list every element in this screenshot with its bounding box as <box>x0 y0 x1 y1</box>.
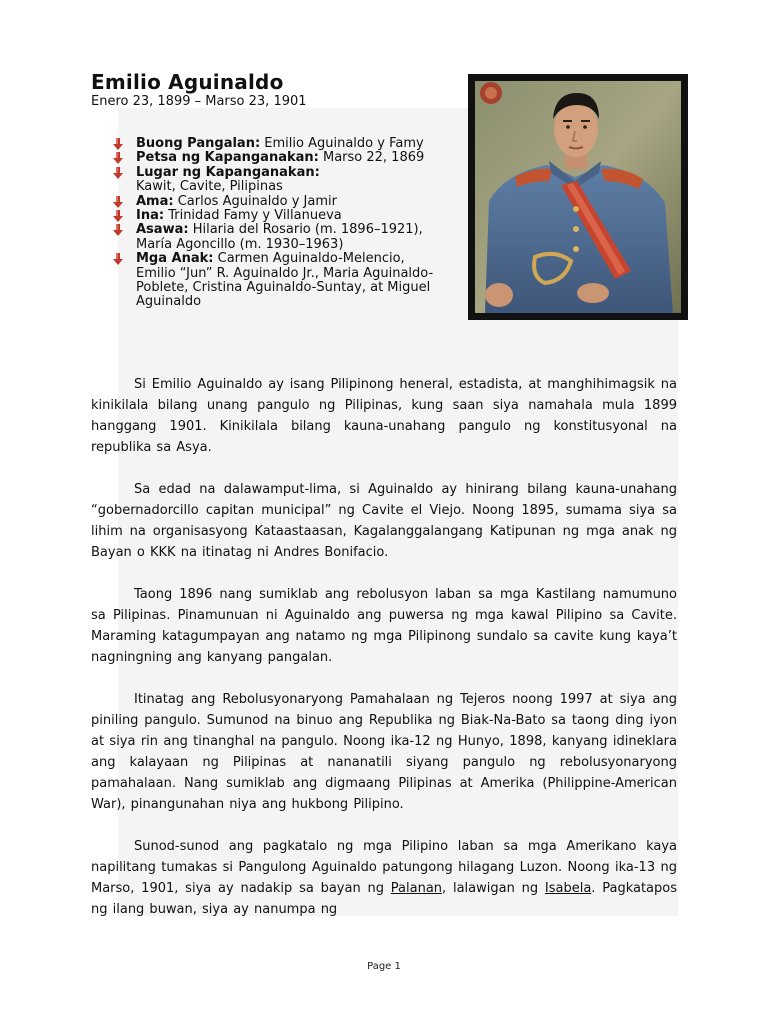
arrow-bullet-icon <box>112 224 124 236</box>
arrow-bullet-icon <box>112 253 124 265</box>
fact-label: Ama: <box>136 193 174 209</box>
arrow-bullet-icon <box>112 167 124 179</box>
fact-item <box>112 223 447 252</box>
fact-item <box>112 195 447 209</box>
term-dates: Enero 23, 1899 – Marso 23, 1901 <box>91 94 307 109</box>
fact-item <box>112 137 447 151</box>
fact-label: Petsa ng Kapanganakan: <box>136 150 319 166</box>
fact-label: Buong Pangalan: <box>136 136 261 151</box>
fact-item <box>112 209 447 223</box>
paragraph-text: . Pagkatapos ng ilang buwan, siya ay nanumpa ng <box>91 881 677 917</box>
paragraph: Itinatag ang Rebolusyonaryong Pamahalaan ng Tejeros noong 1997 at siya ang piniling pangulo. Sumunod na binuo ang Republika ng Biak-Na-Bato sa taong ding iyon at siya rin ang tinanghal na pangulo. Noong ika-12 ng Hunyo, 1898, kanyang idineklara ang kalayaan ng Pilipinas at nananatili siyang pangulo ng rebolusyonaryong pamahalaan. Nang sumiklab ang digmaang Pilipinas at Amerika (Philippine-American War), pinangunahan niya ang hukbong Pilipino. <box>91 692 677 812</box>
fact-item <box>112 151 447 165</box>
biography-text <box>91 374 677 941</box>
fact-value: Hilaria del Rosario (m. 1896–1921), María Agoncillo (m. 1930–1963) <box>136 222 423 252</box>
paragraph-text: , lalawigan ng <box>442 881 545 896</box>
arrow-bullet-icon <box>112 210 124 222</box>
fact-label: Lugar ng Kapanganakan: <box>136 164 320 180</box>
fact-label: Mga Anak: <box>136 251 214 267</box>
paragraph: Si Emilio Aguinaldo ay isang Pilipinong heneral, estadista, at manghihimagsik na kinikilala bilang unang pangulo ng Pilipinas, kung saan siya namahala mula 1899 hanggang 1901. Kinikilala bilang kauna-unahang pangulo ng konstitusyonal na republika sa Asya. <box>91 377 677 455</box>
fact-item <box>112 252 447 310</box>
fact-value: Kawit, Cavite, Pilipinas <box>136 179 283 195</box>
paragraph <box>91 836 677 920</box>
fact-label: Asawa: <box>136 222 189 238</box>
page-number: Page 1 <box>367 961 401 972</box>
fact-value: Emilio Aguinaldo y Famy <box>260 136 424 151</box>
page-title: Emilio Aguinaldo <box>91 70 284 94</box>
arrow-bullet-icon <box>112 138 124 150</box>
facts-list <box>112 137 447 310</box>
fact-value: Trinidad Famy y Villanueva <box>164 208 342 224</box>
fact-item <box>112 166 447 195</box>
arrow-bullet-icon <box>112 196 124 208</box>
fact-value: Carmen Aguinaldo-Melencio, Emilio “Jun” R. Aguinaldo Jr., Maria Aguinaldo-Poblete, Cristina Aguinaldo-Suntay, at Miguel Aguinaldo <box>136 251 434 310</box>
paragraph: Sa edad na dalawamput-lima, si Aguinaldo ay hinirang bilang kauna-unahang “gobernadorcillo capitan municipal” ng Cavite el Viejo. Noong 1895, sumama siya sa lihim na organisasyong Kataastaasan, Kagalanggalangang Katipunan ng mga anak ng Bayan o KKK na itinatag ni Andres Bonifacio. <box>91 482 677 560</box>
fact-label: Ina: <box>136 208 165 224</box>
isabela-link[interactable]: Isabela <box>544 881 592 896</box>
paragraph-text: Sunod-sunod ang pagkatalo ng mga Pilipino laban sa mga Amerikano kaya napilitang tumakas si Pangulong Aguinaldo patungong hilagang Luzon. Noong ika-13 ng Marso, 1901, siya ay nadakip sa bayan ng <box>91 839 677 896</box>
palanan-link[interactable]: Palanan <box>390 881 443 896</box>
aguinaldo-portrait-image <box>475 81 681 313</box>
paragraph: Taong 1896 nang sumiklab ang rebolusyon laban sa mga Kastilang namumuno sa Pilipinas. Pinamunuan ni Aguinaldo ang puwersa ng mga kawal Pilipino sa Cavite. Maraming katagumpayan ang natamo ng mga Pilipinong sundalo sa cavite kung kaya’t nagningning ang kanyang pangalan. <box>91 587 677 665</box>
arrow-bullet-icon <box>112 152 124 164</box>
fact-value: Carlos Aguinaldo y Jamir <box>173 193 337 209</box>
fact-value: Marso 22, 1869 <box>318 150 425 166</box>
portrait-frame <box>468 74 688 320</box>
